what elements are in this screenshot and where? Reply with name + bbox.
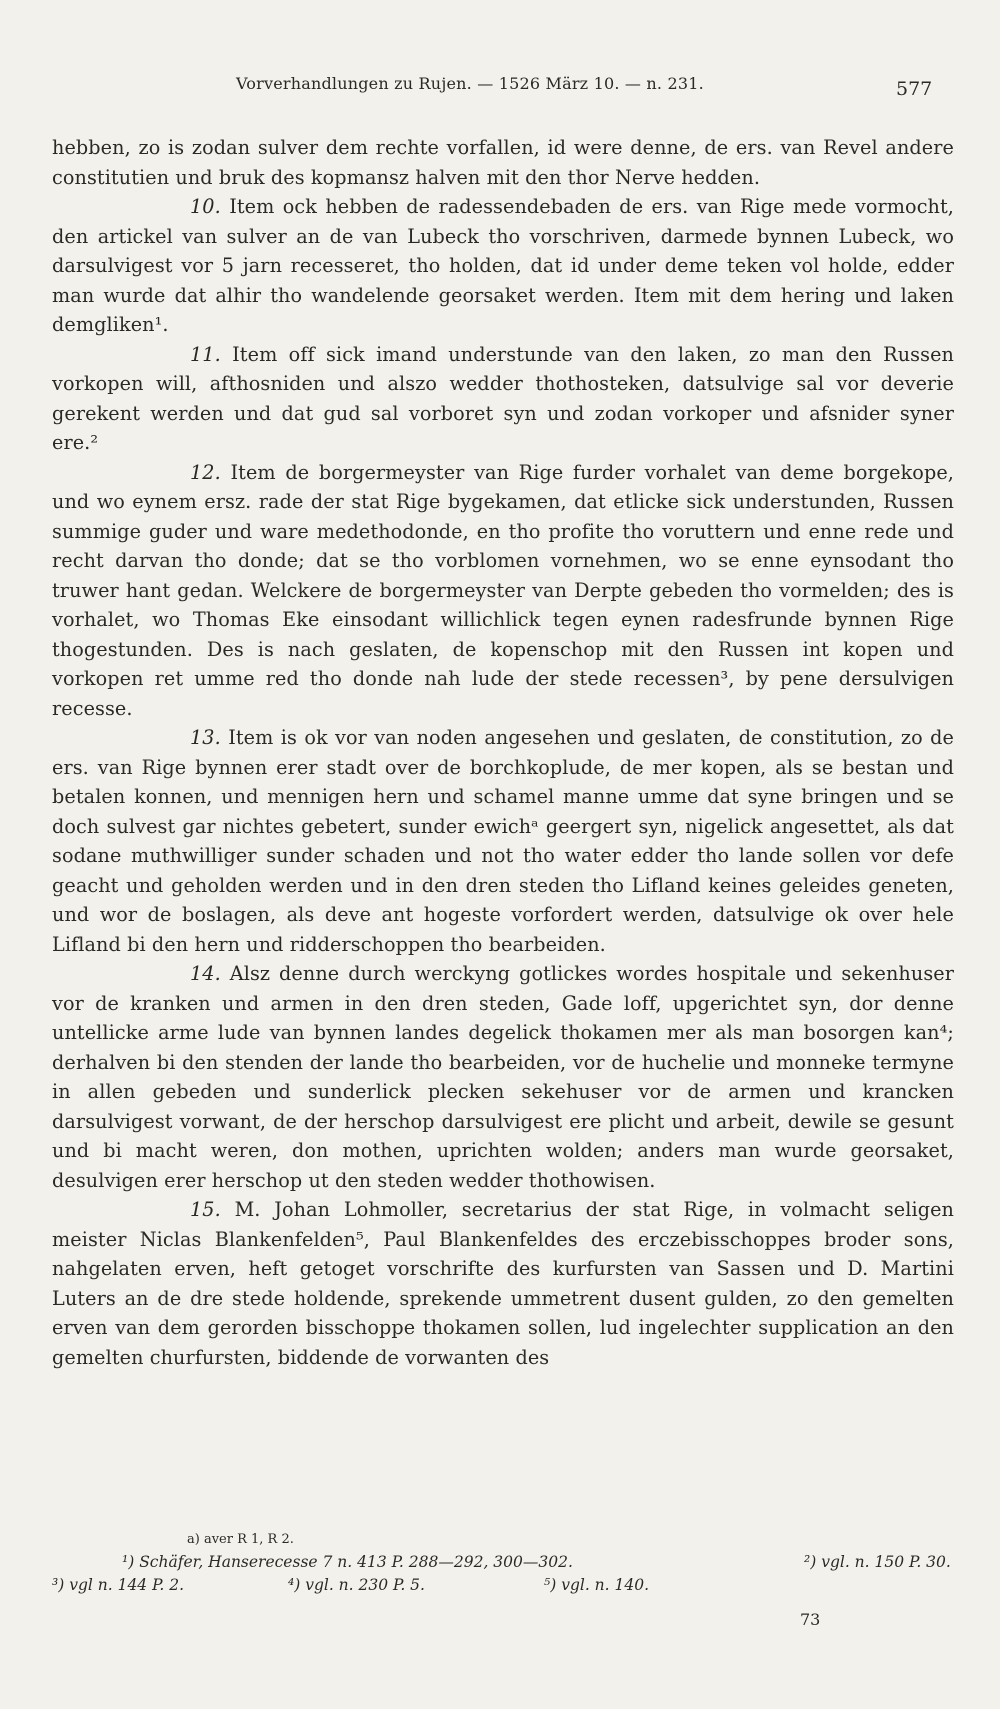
paragraph-number: 10. (190, 195, 221, 218)
running-title: Vorverhandlungen zu Rujen. — 1526 März 10. — n. 231. (236, 74, 704, 93)
paragraph-number: 15. (190, 1198, 221, 1221)
paragraph-text: M. Johan Lohmoller, secretarius der stat Rige, in volmacht seligen meister Niclas Blankenfelden⁵, Paul Blankenfeldes des erczebisschoppes broder sons, nahgelaten erven, heft getoget vorschrifte des kurfursten van Sassen und D. Martini Luters an de dre stede holdende, sprekende ummetrent dusent gulden, zo den gemelten erven van dem gerorden bisschoppe thokamen sollen, lud ingelechter supplication an den gemelten churfursten, biddende de vorwanten des (52, 1198, 954, 1369)
body-text (52, 133, 954, 1372)
paragraph-number: 14. (190, 962, 221, 985)
paragraph-number: 12. (190, 460, 221, 484)
page-number: 577 (896, 78, 933, 100)
paragraph (52, 1195, 954, 1372)
footnote-5: ⁵) vgl. n. 140. (544, 1576, 650, 1594)
paragraph-text: Alsz denne durch werckyng gotlickes wordes hospitale und sekenhuser vor de kranken und armen in den dren steden, Gade loff, upgerichtet syn, dor denne untellicke arme lude van bynnen landes degelick thokamen mer als man bosorgen kan⁴; derhalven bi den stenden der lande tho bearbeiden, vor de huchelie und monneke termyne in allen gebeden und sunderlick plecken sekehuser vor de armen und krancken darsulvigest vorwant, de der herschop darsulvigest ere plicht und arbeit, dewile se gesunt und bi macht weren, don mothen, uprichten wolden; anders man wurde georsaket, desulvigen erer herschop ut den steden wedder thothowisen. (52, 962, 954, 1192)
paragraph (52, 458, 954, 724)
paragraph (52, 340, 954, 458)
sheet-number: 73 (800, 1610, 821, 1629)
paragraph-text: Item de borgermeyster van Rige furder vorhalet van deme borgekope, und wo eynem ersz. rade der stat Rige bygekamen, dat etlicke sick understunden, Russen summige guder und ware medethodonde, en tho profite tho voruttern und enne rede und recht darvan tho donde; dat se tho vorblomen vornehmen, wo se enne eynsodant tho truwer hant gedan. Welckere de borgermeyster van Derpte gebeden tho vormelden; des is vorhalet, wo Thomas Eke einsodant willichlick tegen eynen radesfrunde bynnen Rige thogestunden. Des is nach geslaten, de kopenschop mit den Russen int kopen und vorkopen ret umme red tho donde nah lude der stede recessen³, by pene dersulvigen recesse. (52, 460, 954, 720)
paragraph-number: 11. (190, 342, 221, 366)
paragraph-number: 13. (190, 726, 221, 749)
paragraph (52, 192, 954, 340)
paragraph (52, 723, 954, 959)
footnote-2: ²) vgl. n. 150 P. 30. (804, 1553, 951, 1571)
footnotes (52, 1528, 954, 1597)
paragraph (52, 959, 954, 1195)
paragraph-text: hebben, zo is zodan sulver dem rechte vorfallen, id were denne, de ers. van Revel andere constitutien und bruk des kopmansz halven mit den thor Nerve hedden. (52, 136, 954, 189)
footnote-line (52, 1574, 954, 1597)
footnote-variant-a: a) aver R 1, R 2. (187, 1532, 294, 1547)
footnote-3: ³) vgl n. 144 P. 2. (52, 1576, 185, 1594)
paragraph-text: Item is ok vor van noden angesehen und geslaten, de constitution, zo de ers. van Rige bynnen erer stadt over de borchkoplude, de mer kopen, als se bestan und betalen konnen, und mennigen hern und schamel manne umme dat syne bringen und se doch sulvest gar nichtes gebetert, sunder ewichᵃ geergert syn, nigelick angesettet, als dat sodane muthwilliger sunder schaden und not tho water edder tho lande sollen vor defe geacht und geholden werden und in den dren steden tho Lifland keines geleides geneten, und wor de boslagen, als deve ant hogeste vorfordert werden, datsulvige ok over hele Lifland bi den hern und ridderschoppen tho bearbeiden. (52, 726, 954, 956)
paragraph-text: Item ock hebben de radessendebaden de ers. van Rige mede vormocht, den artickel van sulver an de van Lubeck tho vorschriven, darmede bynnen Lubeck, wo darsulvigest vor 5 jarn recesseret, tho holden, dat id under deme teken vol holde, edder man wurde dat alhir tho wandelende georsaket werden. Item mit dem hering und laken demgliken¹. (52, 195, 955, 336)
running-head (0, 74, 1000, 100)
footnote-1: ¹) Schäfer, Hanserecesse 7 n. 413 P. 288—292, 300—302. (122, 1553, 573, 1571)
paragraph (52, 133, 954, 192)
paragraph-text: Item off sick imand understunde van den laken, zo man den Russen vorkopen will, afthosniden und alszo wedder thothosteken, datsulvige sal vor deverie gerekent werden und dat gud sal vorboret syn und zodan vorkoper und afsnider syner ere.² (52, 342, 954, 454)
footnote-4: ⁴) vgl. n. 230 P. 5. (288, 1576, 425, 1594)
footnote-line (52, 1551, 954, 1574)
